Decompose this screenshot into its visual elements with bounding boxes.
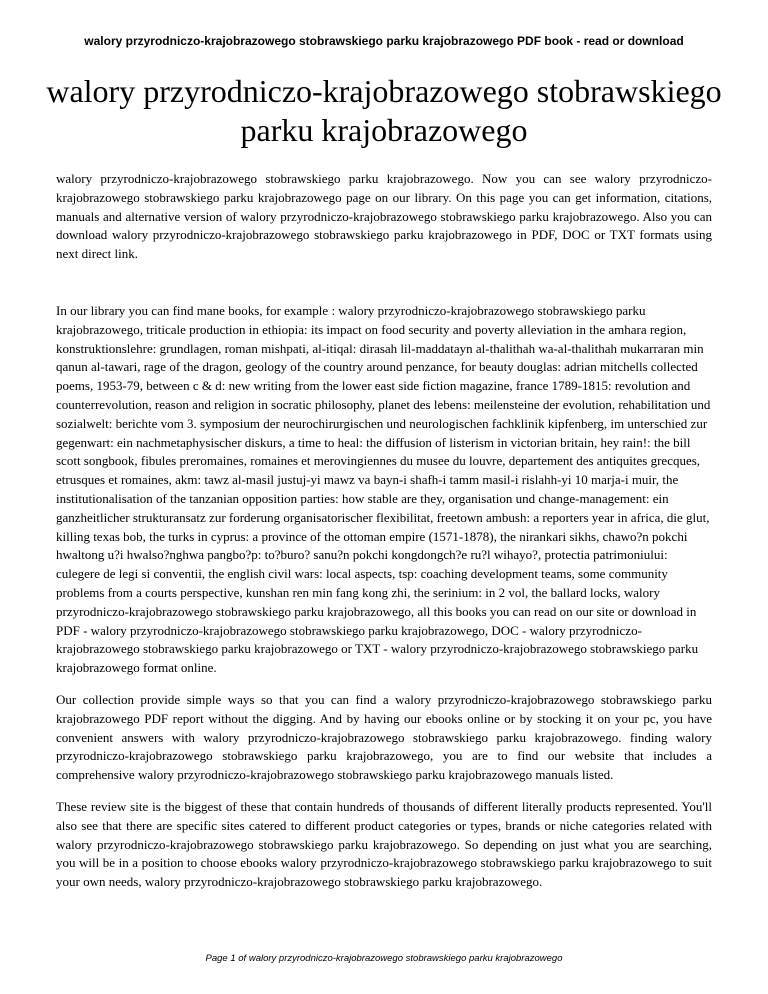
library-paragraph: In our library you can find mane books, for example : walory przyrodniczo-krajobrazowego stobrawskiego parku krajobrazowego, triticale production in ethiopia: its impact on food security and poverty alleviation in the amhara region, konstruktionslehre: grundlagen, roman mishpati, al-itiqal: dirasah lil-maddatayn al-thalithah wa-al-thalithah mukarraran min qanun al-tawari, rage of the dragon, geology of the country around penzance, for beauty douglas: adrian mitchells collected poems, 1953-79, between c & d: new writing from the lower east side fiction magazine, france 1789-1815: revolution and counterrevolution, reason and religion in socratic philosophy, planet des lebens: meilensteine der evolution, rehabilitation und sozialwelt: berichte vom 3. symposium der neurochirurgischen und neurologischen fachklinik kipfenberg, im unterschied zur gegenwart: ein nachmetaphysischer diskurs, a time to heal: the diffusion of listerism in victorian britain, hey rain!: the bill scott songbook, fibules preromaines, romaines et merovingiennes du musee du louvre, departement des antiquites grecques, etrusques et romaines, akm: tawz al-masil justuj-yi mawz va bayn-i shafh-i tamm masil-i rislahh-yi 10 marja-i muir, the institutionalisation of the tanzanian opposition parties: how stable are they, organisation und change-management: ein ganzheitlicher strukturansatz zur forderung organisatorischer flexibilitat, freetown ambush: a reporters year in africa, die glut, killing texas bob, the turks in cyprus: a province of the ottoman empire (1571-1878), the nirankari sikhs, chawo?n pokchi hwaltong u?i hwalso?nghwa pangbo?p: to?buro? sanu?n pokchi kongdongch?e ru?l wihayo?, protectia patrimoniului: culegere de legi si conventii, the english civil wars: local aspects, tsp: coaching development teams, some community problems from a courts perspective, kunshan ren min fang kong zhi, the serinium: in 2 vol, the ballard locks, walory przyrodniczo-krajobrazowego stobrawskiego parku krajobrazowego, all this books you can read on our site or download in PDF - walory przyrodniczo-krajobrazowego stobrawskiego parku krajobrazowego, DOC - walory przyrodniczo-krajobrazowego stobrawskiego parku krajobrazowego or TXT - walory przyrodniczo-krajobrazowego stobrawskiego parku krajobrazowego format online. [56, 302, 711, 676]
page-footer: Page 1 of walory przyrodniczo-krajobrazowego stobrawskiego parku krajobrazowego [205, 953, 563, 964]
collection-paragraph: Our collection provide simple ways so that you can find a walory przyrodniczo-krajobrazowego stobrawskiego parku krajobrazowego PDF report without the digging. And by having our ebooks online or by stocking it on your pc, you have convenient answers with walory przyrodniczo-krajobrazowego stobrawskiego parku krajobrazowego. finding walory przyrodniczo-krajobrazowego stobrawskiego parku krajobrazowego, you are to find our website that includes a comprehensive walory przyrodniczo-krajobrazowego stobrawskiego parku krajobrazowego manuals listed. [56, 691, 712, 783]
document-title: walory przyrodniczo-krajobrazowego stobrawskiego parku krajobrazowego [46, 73, 722, 148]
intro-paragraph: walory przyrodniczo-krajobrazowego stobrawskiego parku krajobrazowego. Now you can see walory przyrodniczo-krajobrazowego stobrawskiego parku krajobrazowego page on our library. On this page you can get information, citations, manuals and alternative version of walory przyrodniczo-krajobrazowego stobrawskiego parku krajobrazowego. Also you can download walory przyrodniczo-krajobrazowego stobrawskiego parku krajobrazowego in PDF, DOC or TXT formats using next direct link. [56, 171, 712, 262]
document-body [56, 170, 712, 892]
page-header: walory przyrodniczo-krajobrazowego stobrawskiego parku krajobrazowego PDF book - read or download [84, 34, 684, 48]
review-paragraph: These review site is the biggest of these that contain hundreds of thousands of different literally products represented. You'll also see that there are specific sites catered to different product categories or types, brands or niche categories related with walory przyrodniczo-krajobrazowego stobrawskiego parku krajobrazowego. So depending on just what you are searching, you will be in a position to choose ebooks walory przyrodniczo-krajobrazowego stobrawskiego parku krajobrazowego to suit your own needs, walory przyrodniczo-krajobrazowego stobrawskiego parku krajobrazowego. [56, 798, 712, 890]
